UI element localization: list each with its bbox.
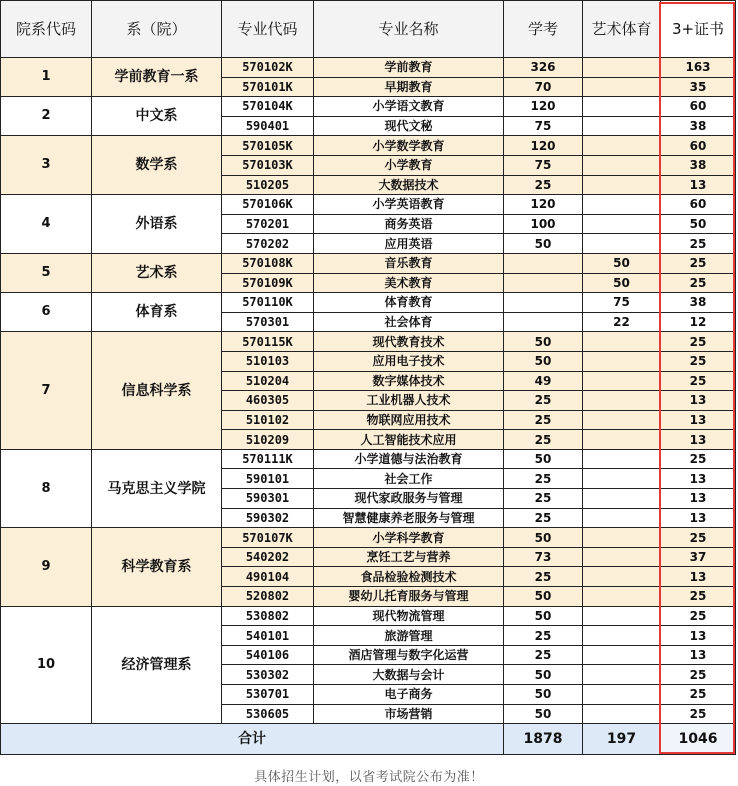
major-name-cell: 现代家政服务与管理 [314, 489, 504, 509]
major-code-cell: 570104K [222, 97, 314, 117]
art-sports-cell [583, 665, 661, 685]
art-sports-cell [583, 449, 661, 469]
major-name-cell: 现代教育技术 [314, 332, 504, 352]
xuekao-cell: 75 [504, 155, 583, 175]
total-xuekao: 1878 [504, 724, 583, 755]
xuekao-cell: 50 [504, 528, 583, 548]
cert-cell: 25 [661, 371, 736, 391]
header-row [1, 1, 736, 58]
art-sports-cell [583, 606, 661, 626]
major-code-cell: 510103 [222, 351, 314, 371]
cert-cell: 25 [661, 351, 736, 371]
dept-name-cell: 中文系 [92, 97, 222, 136]
dept-code-cell: 8 [1, 449, 92, 527]
art-sports-cell [583, 58, 661, 78]
xuekao-cell: 100 [504, 214, 583, 234]
major-name-cell: 社会体育 [314, 312, 504, 332]
table-row [1, 58, 736, 78]
table-body [1, 58, 736, 724]
major-code-cell: 570105K [222, 136, 314, 156]
major-code-cell: 570108K [222, 253, 314, 273]
cert-cell: 13 [661, 430, 736, 450]
dept-code-cell: 3 [1, 136, 92, 195]
cert-cell: 13 [661, 645, 736, 665]
cert-cell: 13 [661, 410, 736, 430]
xuekao-cell: 50 [504, 606, 583, 626]
art-sports-cell [583, 626, 661, 646]
major-name-cell: 烹饪工艺与营养 [314, 547, 504, 567]
major-name-cell: 现代物流管理 [314, 606, 504, 626]
major-name-cell: 现代文秘 [314, 116, 504, 136]
dept-name-cell: 艺术系 [92, 253, 222, 292]
header-major-name: 专业名称 [314, 1, 504, 58]
major-name-cell: 人工智能技术应用 [314, 430, 504, 450]
major-code-cell: 570201 [222, 214, 314, 234]
table-row [1, 606, 736, 626]
total-row [1, 724, 736, 755]
cert-cell: 25 [661, 685, 736, 705]
major-code-cell: 490104 [222, 567, 314, 587]
cert-cell: 25 [661, 273, 736, 293]
major-name-cell: 小学科学教育 [314, 528, 504, 548]
dept-name-cell: 科学教育系 [92, 528, 222, 606]
cert-cell: 13 [661, 469, 736, 489]
major-code-cell: 530701 [222, 685, 314, 705]
major-name-cell: 旅游管理 [314, 626, 504, 646]
cert-cell: 50 [661, 214, 736, 234]
table-row [1, 332, 736, 352]
major-code-cell: 570102K [222, 58, 314, 78]
major-name-cell: 商务英语 [314, 214, 504, 234]
table-row [1, 253, 736, 273]
major-code-cell: 530605 [222, 704, 314, 724]
art-sports-cell [583, 391, 661, 411]
cert-cell: 13 [661, 508, 736, 528]
major-name-cell: 婴幼儿托育服务与管理 [314, 587, 504, 607]
xuekao-cell: 25 [504, 410, 583, 430]
xuekao-cell: 25 [504, 626, 583, 646]
art-sports-cell [583, 371, 661, 391]
major-name-cell: 小学道德与法治教育 [314, 449, 504, 469]
major-name-cell: 体育教育 [314, 293, 504, 313]
cert-cell: 60 [661, 195, 736, 215]
cert-cell: 25 [661, 234, 736, 254]
cert-cell: 25 [661, 587, 736, 607]
cert-cell: 12 [661, 312, 736, 332]
major-name-cell: 物联网应用技术 [314, 410, 504, 430]
xuekao-cell: 120 [504, 195, 583, 215]
dept-name-cell: 经济管理系 [92, 606, 222, 724]
total-cert: 1046 [661, 724, 736, 755]
major-name-cell: 应用电子技术 [314, 351, 504, 371]
art-sports-cell [583, 97, 661, 117]
header-dept-name: 系（院） [92, 1, 222, 58]
xuekao-cell: 25 [504, 645, 583, 665]
major-code-cell: 590101 [222, 469, 314, 489]
art-sports-cell [583, 645, 661, 665]
header-art-sports: 艺术体育 [583, 1, 661, 58]
major-code-cell: 590301 [222, 489, 314, 509]
cert-cell: 163 [661, 58, 736, 78]
art-sports-cell [583, 587, 661, 607]
art-sports-cell [583, 136, 661, 156]
art-sports-cell [583, 410, 661, 430]
major-name-cell: 小学语文教育 [314, 97, 504, 117]
cert-cell: 38 [661, 293, 736, 313]
major-name-cell: 食品检验检测技术 [314, 567, 504, 587]
footnote: 具体招生计划，以省考试院公布为准！ [254, 770, 484, 785]
art-sports-cell [583, 547, 661, 567]
major-code-cell: 510209 [222, 430, 314, 450]
major-code-cell: 540101 [222, 626, 314, 646]
cert-cell: 60 [661, 136, 736, 156]
cert-cell: 25 [661, 449, 736, 469]
art-sports-cell [583, 685, 661, 705]
cert-cell: 25 [661, 253, 736, 273]
major-code-cell: 590302 [222, 508, 314, 528]
major-code-cell: 570111K [222, 449, 314, 469]
art-sports-cell [583, 704, 661, 724]
major-code-cell: 510102 [222, 410, 314, 430]
xuekao-cell: 326 [504, 58, 583, 78]
cert-cell: 13 [661, 489, 736, 509]
table-row [1, 136, 736, 156]
dept-code-cell: 6 [1, 293, 92, 332]
art-sports-cell [583, 351, 661, 371]
major-name-cell: 工业机器人技术 [314, 391, 504, 411]
art-sports-cell [583, 508, 661, 528]
xuekao-cell: 50 [504, 665, 583, 685]
xuekao-cell: 50 [504, 332, 583, 352]
cert-cell: 13 [661, 626, 736, 646]
major-name-cell: 智慧健康养老服务与管理 [314, 508, 504, 528]
xuekao-cell: 25 [504, 508, 583, 528]
major-code-cell: 570110K [222, 293, 314, 313]
xuekao-cell: 50 [504, 587, 583, 607]
cert-cell: 35 [661, 77, 736, 97]
cert-cell: 25 [661, 528, 736, 548]
major-code-cell: 570301 [222, 312, 314, 332]
major-name-cell: 电子商务 [314, 685, 504, 705]
xuekao-cell: 25 [504, 430, 583, 450]
major-name-cell: 学前教育 [314, 58, 504, 78]
major-code-cell: 570115K [222, 332, 314, 352]
major-code-cell: 590401 [222, 116, 314, 136]
major-code-cell: 570103K [222, 155, 314, 175]
dept-name-cell: 外语系 [92, 195, 222, 254]
major-name-cell: 小学英语教育 [314, 195, 504, 215]
major-name-cell: 社会工作 [314, 469, 504, 489]
xuekao-cell [504, 253, 583, 273]
art-sports-cell [583, 469, 661, 489]
major-code-cell: 570202 [222, 234, 314, 254]
major-name-cell: 音乐教育 [314, 253, 504, 273]
header-dept-code: 院系代码 [1, 1, 92, 58]
xuekao-cell: 50 [504, 234, 583, 254]
art-sports-cell [583, 528, 661, 548]
cert-cell: 25 [661, 606, 736, 626]
major-code-cell: 570109K [222, 273, 314, 293]
major-name-cell: 早期教育 [314, 77, 504, 97]
cert-cell: 37 [661, 547, 736, 567]
art-sports-cell [583, 567, 661, 587]
major-code-cell: 530302 [222, 665, 314, 685]
table-row [1, 97, 736, 117]
dept-code-cell: 9 [1, 528, 92, 606]
xuekao-cell: 25 [504, 469, 583, 489]
xuekao-cell: 50 [504, 704, 583, 724]
dept-code-cell: 4 [1, 195, 92, 254]
major-name-cell: 酒店管理与数字化运营 [314, 645, 504, 665]
table-row [1, 528, 736, 548]
dept-name-cell: 马克思主义学院 [92, 449, 222, 527]
major-code-cell: 530802 [222, 606, 314, 626]
art-sports-cell [583, 77, 661, 97]
dept-name-cell: 信息科学系 [92, 332, 222, 450]
cert-cell: 13 [661, 175, 736, 195]
major-name-cell: 市场营销 [314, 704, 504, 724]
art-sports-cell [583, 175, 661, 195]
art-sports-cell [583, 155, 661, 175]
major-name-cell: 大数据技术 [314, 175, 504, 195]
dept-code-cell: 5 [1, 253, 92, 292]
dept-name-cell: 学前教育一系 [92, 58, 222, 97]
major-code-cell: 520802 [222, 587, 314, 607]
xuekao-cell: 75 [504, 116, 583, 136]
cert-cell: 60 [661, 97, 736, 117]
art-sports-cell: 22 [583, 312, 661, 332]
major-code-cell: 570106K [222, 195, 314, 215]
major-code-cell: 510204 [222, 371, 314, 391]
xuekao-cell [504, 312, 583, 332]
dept-name-cell: 数学系 [92, 136, 222, 195]
table-row [1, 195, 736, 215]
cert-cell: 25 [661, 704, 736, 724]
xuekao-cell [504, 293, 583, 313]
art-sports-cell [583, 116, 661, 136]
dept-code-cell: 10 [1, 606, 92, 724]
major-name-cell: 大数据与会计 [314, 665, 504, 685]
xuekao-cell: 25 [504, 391, 583, 411]
total-art-sports: 197 [583, 724, 661, 755]
cert-cell: 25 [661, 665, 736, 685]
art-sports-cell [583, 195, 661, 215]
major-name-cell: 美术教育 [314, 273, 504, 293]
xuekao-cell: 120 [504, 136, 583, 156]
art-sports-cell [583, 332, 661, 352]
major-code-cell: 510205 [222, 175, 314, 195]
major-name-cell: 应用英语 [314, 234, 504, 254]
header-cert: 3+证书 [661, 1, 736, 58]
dept-name-cell: 体育系 [92, 293, 222, 332]
dept-code-cell: 1 [1, 58, 92, 97]
cert-cell: 38 [661, 155, 736, 175]
xuekao-cell: 120 [504, 97, 583, 117]
art-sports-cell: 50 [583, 273, 661, 293]
xuekao-cell [504, 273, 583, 293]
cert-cell: 25 [661, 332, 736, 352]
major-code-cell: 540106 [222, 645, 314, 665]
header-xuekao: 学考 [504, 1, 583, 58]
xuekao-cell: 49 [504, 371, 583, 391]
dept-code-cell: 7 [1, 332, 92, 450]
header-major-code: 专业代码 [222, 1, 314, 58]
xuekao-cell: 25 [504, 567, 583, 587]
art-sports-cell: 50 [583, 253, 661, 273]
major-code-cell: 540202 [222, 547, 314, 567]
art-sports-cell [583, 234, 661, 254]
art-sports-cell [583, 430, 661, 450]
table-row [1, 449, 736, 469]
xuekao-cell: 50 [504, 351, 583, 371]
major-code-cell: 460305 [222, 391, 314, 411]
art-sports-cell [583, 214, 661, 234]
xuekao-cell: 25 [504, 175, 583, 195]
major-name-cell: 小学教育 [314, 155, 504, 175]
cert-cell: 38 [661, 116, 736, 136]
xuekao-cell: 73 [504, 547, 583, 567]
total-label: 合计 [1, 724, 504, 755]
xuekao-cell: 50 [504, 449, 583, 469]
major-code-cell: 570101K [222, 77, 314, 97]
xuekao-cell: 50 [504, 685, 583, 705]
major-name-cell: 小学数学教育 [314, 136, 504, 156]
major-code-cell: 570107K [222, 528, 314, 548]
table-row [1, 293, 736, 313]
cert-cell: 13 [661, 391, 736, 411]
cert-cell: 13 [661, 567, 736, 587]
xuekao-cell: 70 [504, 77, 583, 97]
art-sports-cell [583, 489, 661, 509]
xuekao-cell: 25 [504, 489, 583, 509]
art-sports-cell: 75 [583, 293, 661, 313]
major-name-cell: 数字媒体技术 [314, 371, 504, 391]
dept-code-cell: 2 [1, 97, 92, 136]
